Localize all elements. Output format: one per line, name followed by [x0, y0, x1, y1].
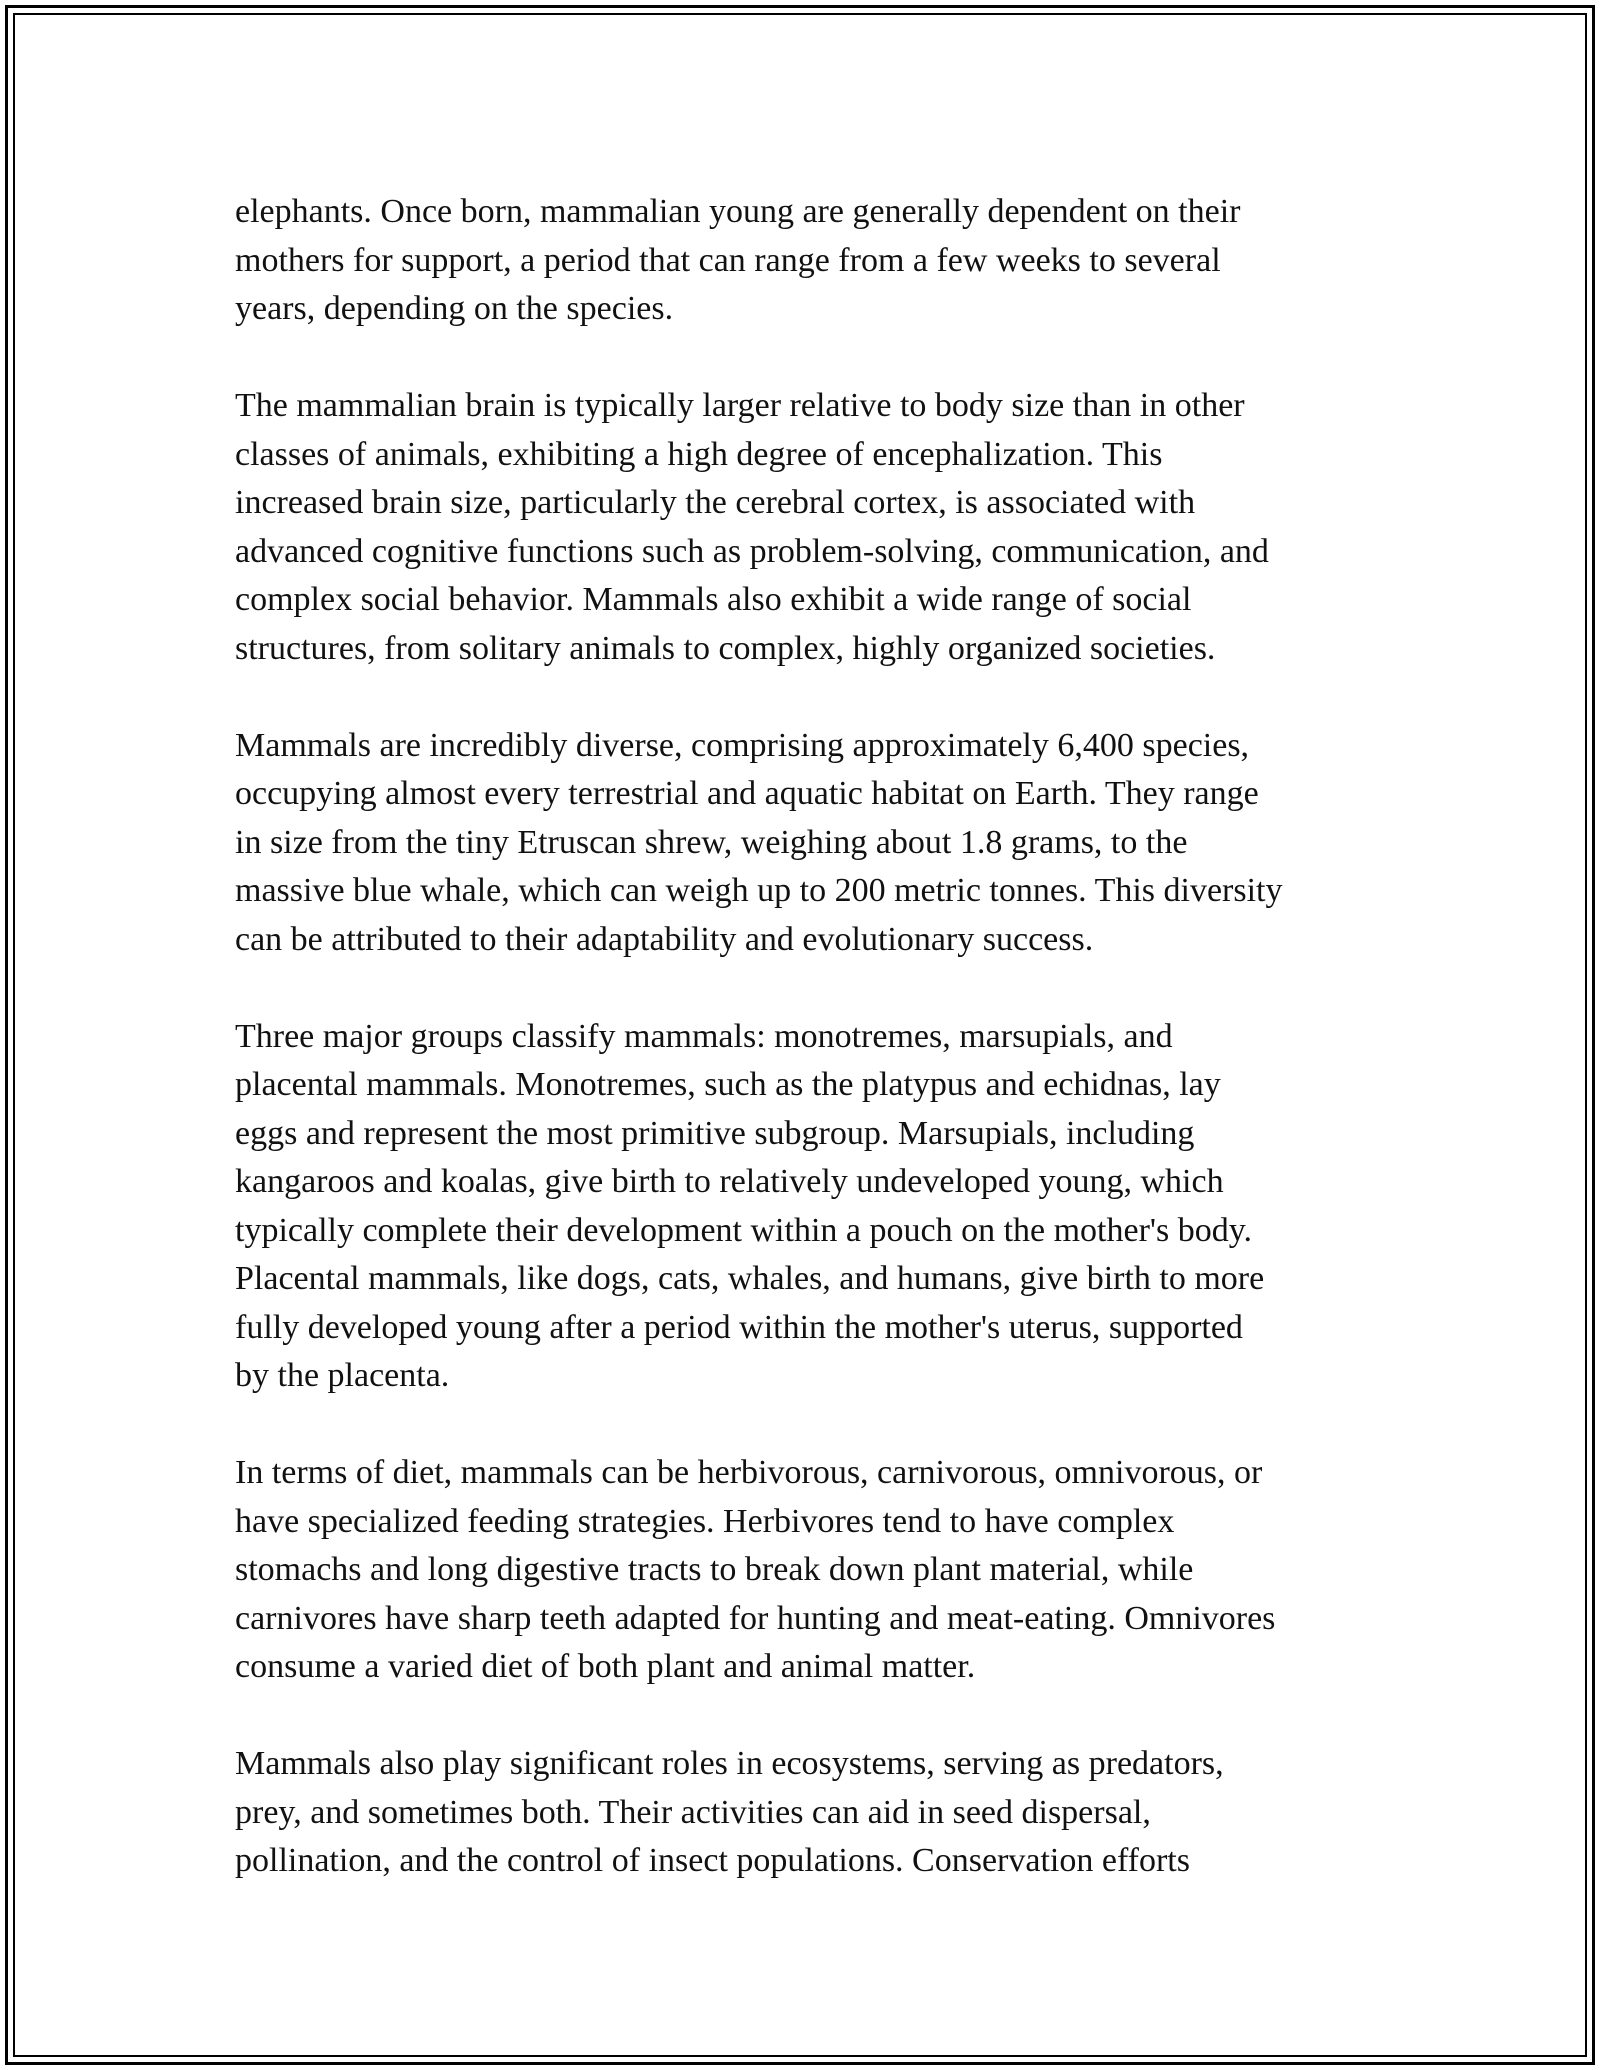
text-line: Placental mammals, like dogs, cats, whales, and humans, give birth to more: [235, 1260, 1265, 1297]
paragraph-3: [235, 722, 1375, 965]
paragraph-5: [235, 1449, 1375, 1692]
text-line: Mammals are incredibly diverse, comprising approximately 6,400 species,: [235, 726, 1250, 764]
text-line: elephants. Once born, mammalian young are generally dependent on their: [235, 193, 1241, 230]
text-line: fully developed young after a period within the mother's uterus, supported: [235, 1308, 1243, 1346]
text-line: complex social behavior. Mammals also exhibit a wide range of social: [235, 581, 1192, 618]
text-line: by the placenta.: [235, 1357, 450, 1394]
text-line: have specialized feeding strategies. Herbivores tend to have complex: [235, 1502, 1175, 1540]
text-line: occupying almost every terrestrial and aquatic habitat on Earth. They range: [235, 775, 1259, 812]
text-line: placental mammals. Monotremes, such as the platypus and echidnas, lay: [235, 1066, 1221, 1103]
text-line: Three major groups classify mammals: monotremes, marsupials, and: [235, 1017, 1173, 1055]
text-line: consume a varied diet of both plant and animal matter.: [235, 1648, 976, 1685]
text-line: in size from the tiny Etruscan shrew, weighing about 1.8 grams, to the: [235, 823, 1188, 861]
text-line: years, depending on the species.: [235, 290, 674, 327]
text-line: massive blue whale, which can weigh up to 200 metric tonnes. This diversity: [235, 872, 1283, 909]
paragraph-2: [235, 382, 1375, 673]
text-line: advanced cognitive functions such as problem-solving, communication, and: [235, 532, 1269, 570]
text-line: can be attributed to their adaptability and evolutionary success.: [235, 920, 1094, 958]
paragraph-1: [235, 188, 1375, 334]
text-line: mothers for support, a period that can range from a few weeks to several: [235, 241, 1221, 279]
text-line: Mammals also play significant roles in ecosystems, serving as predators,: [235, 1745, 1224, 1782]
paragraph-4: [235, 1013, 1375, 1401]
text-line: classes of animals, exhibiting a high degree of encephalization. This: [235, 435, 1163, 473]
text-line: typically complete their development within a pouch on the mother's body.: [235, 1211, 1253, 1249]
text-line: pollination, and the control of insect populations. Conservation efforts: [235, 1842, 1190, 1879]
text-line: kangaroos and koalas, give birth to relatively undeveloped young, which: [235, 1163, 1224, 1200]
text-line: carnivores have sharp teeth adapted for hunting and meat-eating. Omnivores: [235, 1599, 1276, 1637]
text-line: The mammalian brain is typically larger relative to body size than in other: [235, 387, 1245, 424]
text-line: eggs and represent the most primitive subgroup. Marsupials, including: [235, 1114, 1195, 1152]
text-line: prey, and sometimes both. Their activities can aid in seed dispersal,: [235, 1793, 1151, 1831]
text-line: structures, from solitary animals to complex, highly organized societies.: [235, 629, 1216, 667]
paragraph-6: [235, 1740, 1375, 1886]
text-line: In terms of diet, mammals can be herbivorous, carnivorous, omnivorous, or: [235, 1454, 1263, 1491]
text-line: stomachs and long digestive tracts to break down plant material, while: [235, 1551, 1194, 1588]
text-line: increased brain size, particularly the cerebral cortex, is associated with: [235, 484, 1196, 521]
document-body: [235, 188, 1375, 1934]
